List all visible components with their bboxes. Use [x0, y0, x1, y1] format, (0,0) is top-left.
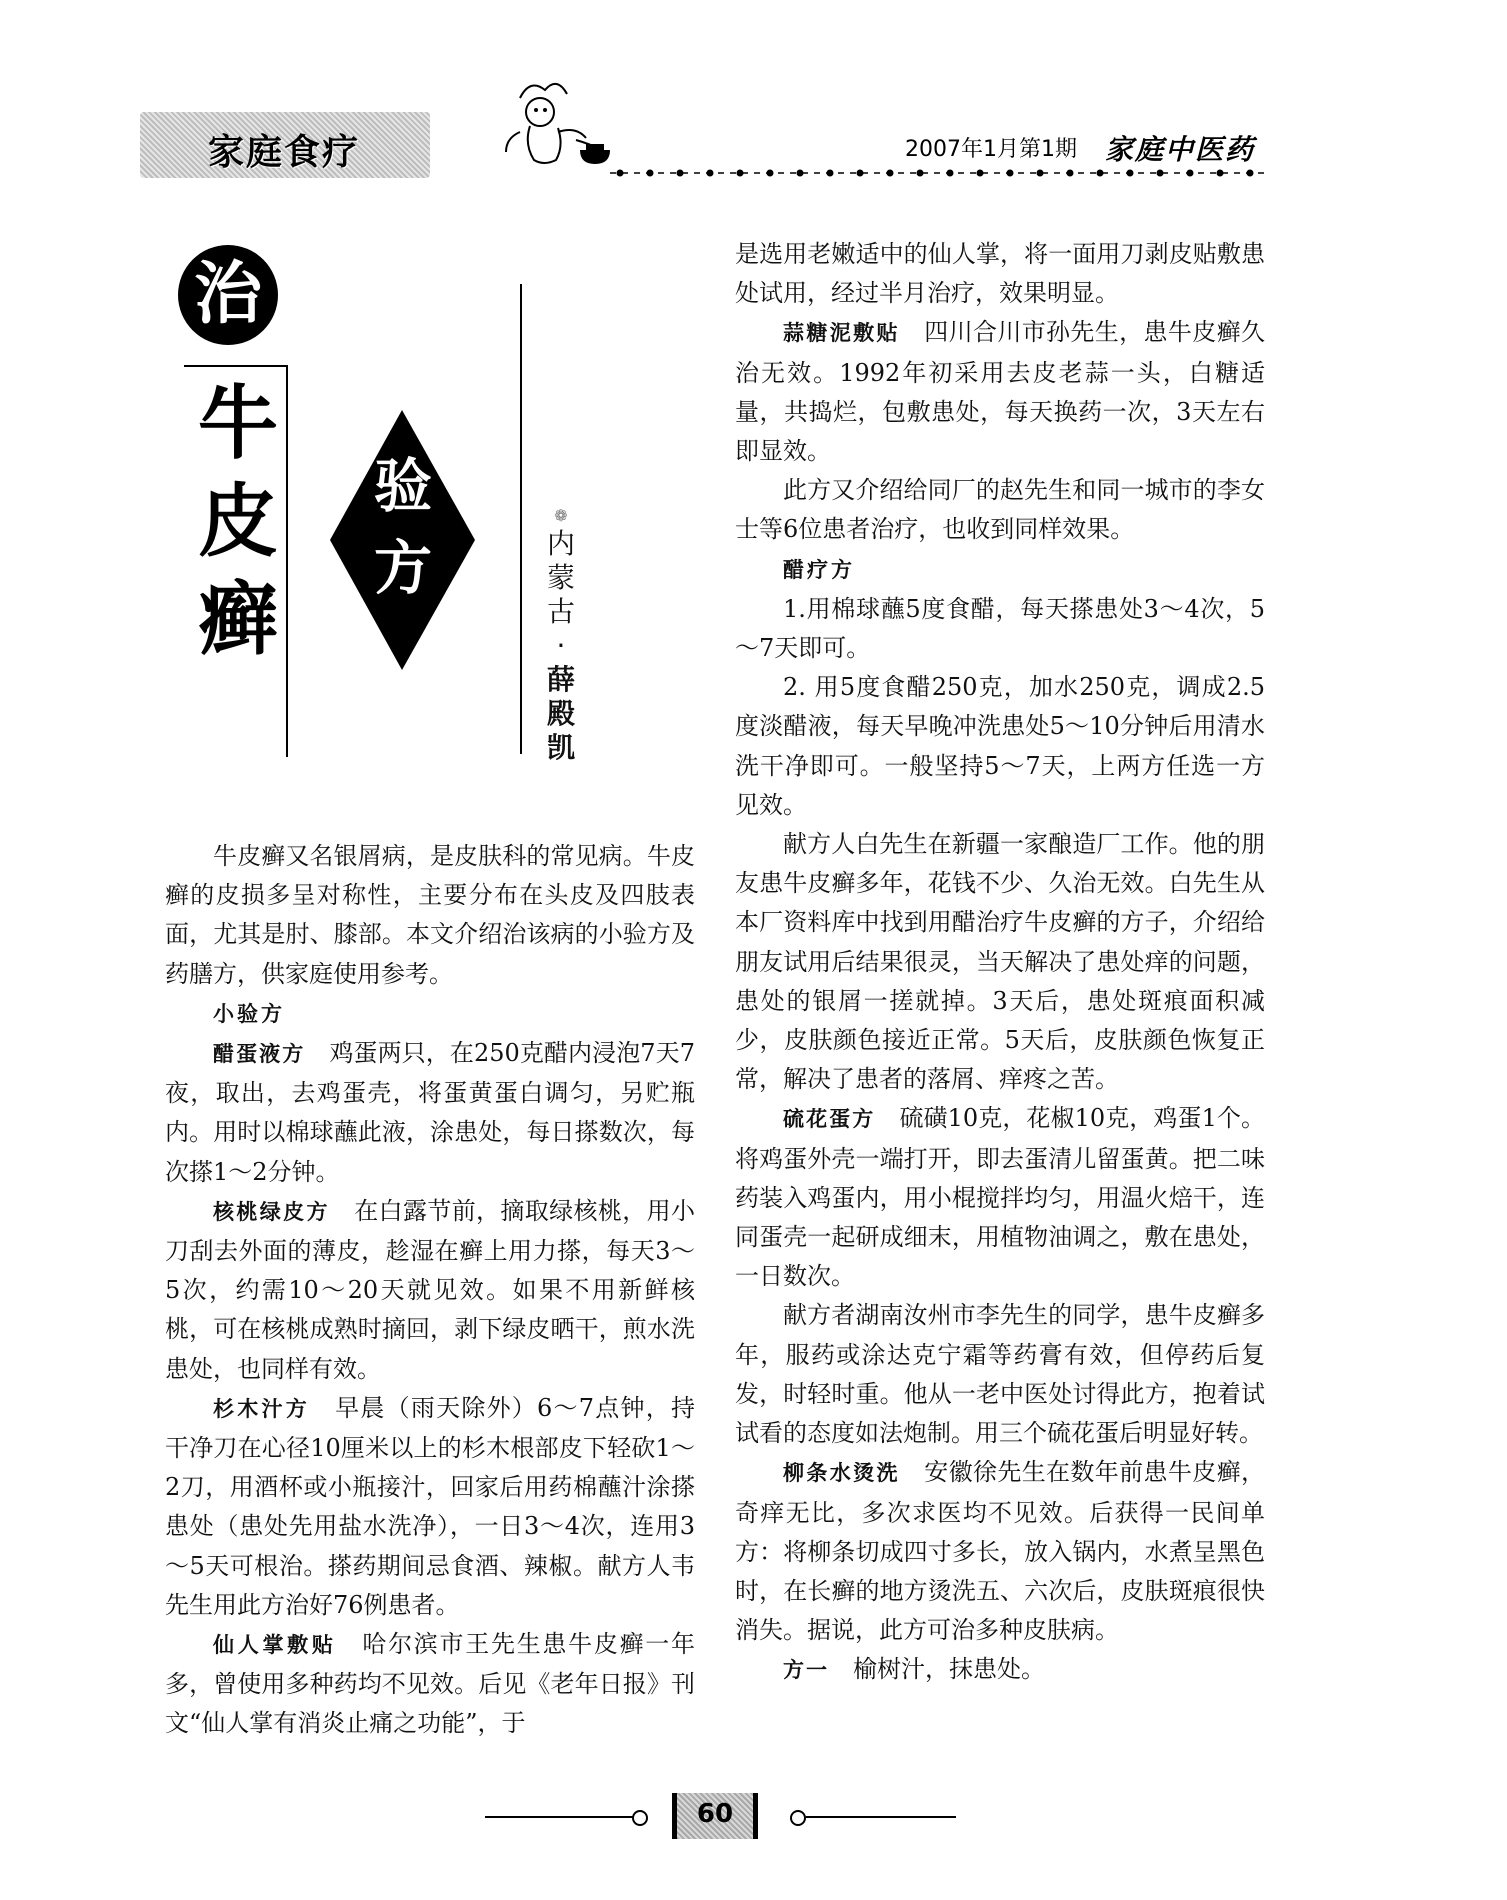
- title-diamond-text: [363, 445, 443, 609]
- title-char: 癣: [198, 573, 278, 666]
- header-dotted-rule: [610, 166, 1270, 180]
- author-region-char: 蒙: [546, 561, 575, 594]
- recipe-garlic-sugar: 蒜糖泥敷贴 四川合川市孙先生，患牛皮癣久治无效。1992年初采用去皮老蒜一头，白糖适量，共捣烂，包敷患处，每天换药一次，3天左右即显效。: [735, 318, 1266, 466]
- recipe-walnut-peel: 核桃绿皮方 在白露节前，摘取绿核桃，用小刀刮去外面的薄皮，趁湿在癣上用力搽，每天3～5次，约需10～20天就见效。如果不用新鲜核桃，可在核桃成熟时摘回，剥下绿皮晒干，煎水洗患处，也同样有效。: [165, 1196, 696, 1383]
- author-name-char: 薛: [546, 663, 575, 696]
- author-divider-line: [520, 284, 522, 754]
- recipe-name: 核桃绿皮方: [213, 1199, 330, 1224]
- section-heading-vinegar: 醋疗方: [783, 557, 855, 582]
- left-column: [165, 837, 695, 1744]
- recipe-vinegar-egg: 醋蛋液方 鸡蛋两只，在250克醋内浸泡7天7夜，取出，去鸡蛋壳，将蛋黄蛋白调匀，另贮瓶内。用时以棉球蘸此液，涂患处，每日搽数次，每次搽1～2分钟。: [165, 1039, 696, 1186]
- section-tag: [140, 112, 430, 178]
- diamond-char: 验: [373, 452, 432, 520]
- recipe-sulfur-egg: 硫花蛋方 硫磺10克，花椒10克，鸡蛋1个。将鸡蛋外壳一端打开，即去蛋清儿留蛋黄。把二味药装入鸡蛋内，用小棍搅拌均匀，用温火焙干，连同蛋壳一起研成细末，用植物油调之，敷在患处，一日数次。: [735, 1104, 1266, 1291]
- journal-name: 家庭中医药: [1105, 133, 1256, 166]
- footer-dot-right: [790, 1810, 806, 1826]
- title-frame-top: [184, 365, 286, 367]
- recipe-willow-wash: 柳条水烫洗 安徽徐先生在数年前患牛皮癣，奇痒无比，多次求医均不见效。后获得一民间单方：将柳条切成四寸多长，放入锅内，水煮呈黑色时，在长癣的地方烫洗五、六次后，皮肤斑痕很快消失。据说，此方可治多种皮肤病。: [735, 1458, 1266, 1645]
- footer-rule-right: [806, 1816, 956, 1818]
- flower-icon: ❁: [554, 506, 568, 525]
- section-heading-small-recipes: 小验方: [213, 1001, 285, 1026]
- intro-paragraph: 牛皮癣又名银屑病，是皮肤科的常见病。牛皮癣的皮损多呈对称性，主要分布在头皮及四肢表面，尤其是肘、膝部。本文介绍治该病的小验方及药膳方，供家庭使用参考。: [165, 842, 695, 988]
- diamond-char: 方: [373, 534, 432, 602]
- author-separator: ·: [556, 629, 566, 662]
- author-byline: [541, 505, 581, 765]
- author-name-char: 殿: [546, 697, 575, 730]
- footer-dot-left: [632, 1810, 648, 1826]
- right-column: [735, 235, 1265, 1691]
- title-char: 牛: [198, 377, 278, 470]
- recipe-name: 蒜糖泥敷贴: [783, 321, 900, 346]
- vinegar-method-2: 2. 用5度食醋250克，加水250克，调成2.5度淡醋液，每天早晚冲洗患处5～10分钟后用清水洗干净即可。一般坚持5～7天，上两方任选一方见效。: [735, 673, 1265, 819]
- recipe-garlic-sugar-note: 此方又介绍给同厂的赵先生和同一城市的李女士等6位患者治疗，也收到同样效果。: [735, 476, 1265, 544]
- recipe-sulfur-egg-story: 献方者湖南汝州市李先生的同学，患牛皮癣多年，服药或涂达克宁霜等药膏有效，但停药后复发，时轻时重。他从一老中医处讨得此方，抱着试试看的态度如法炮制。用三个硫花蛋后明显好转。: [735, 1301, 1265, 1448]
- recipe-name: 杉木汁方: [213, 1396, 310, 1421]
- vinegar-method-1: 1.用棉球蘸5度食醋，每天搽患处3～4次，5～7天即可。: [735, 594, 1265, 663]
- section-label: 家庭食疗: [208, 132, 361, 173]
- issue-date: 2007年1月第1期: [905, 137, 1077, 162]
- footer-rule-left: [485, 1816, 635, 1818]
- recipe-elm-sap: 方一 榆树汁，抹患处。: [783, 1655, 1045, 1684]
- chef-mascot-illustration: [490, 68, 620, 178]
- title-main: [188, 375, 288, 669]
- recipe-cactus-continued: 是选用老嫩适中的仙人掌，将一面用刀剥皮贴敷患处试用，经过半月治疗，效果明显。: [735, 240, 1265, 308]
- title-circle-char: 治: [178, 245, 278, 345]
- author-region-char: 内: [546, 527, 575, 560]
- recipe-name: 柳条水烫洗: [783, 1461, 900, 1486]
- recipe-name: 硫花蛋方: [783, 1107, 876, 1132]
- recipe-fir-sap: 杉木汁方 早晨（雨天除外）6～7点钟，持干净刀在心径10厘米以上的杉木根部皮下轻砍1～2刀，用酒杯或小瓶接汁，回家后用药棉蘸汁涂搽患处（患处先用盐水洗净），一日3～4次，连用3～5天可根治。搽药期间忌食酒、辣椒。献方人韦先生用此方治好76例患者。: [165, 1393, 695, 1619]
- author-name-char: 凯: [546, 731, 575, 764]
- recipe-cactus: 仙人掌敷贴 哈尔滨市王先生患牛皮癣一年多，曾使用多种药均不见效。后见《老年日报》刊文“仙人掌有消炎止痛之功能”，于: [165, 1630, 696, 1738]
- vinegar-story: 献方人白先生在新疆一家酿造厂工作。他的朋友患牛皮癣多年，花钱不少、久治无效。白先生从本厂资料库中找到用醋治疗牛皮癣的方子，介绍给朋友试用后结果很灵，当天解决了患处痒的问题，患处的银屑一搓就掉。3天后，患处斑痕面积减少，皮肤颜色接近正常。5天后，皮肤颜色恢复正常，解决了患者的落屑、痒疼之苦。: [735, 830, 1265, 1094]
- recipe-name: 醋蛋液方: [213, 1042, 306, 1067]
- page-number-box: [672, 1793, 758, 1839]
- recipe-name: 仙人掌敷贴: [213, 1633, 337, 1658]
- recipe-name: 方一: [783, 1658, 829, 1683]
- title-char: 皮: [198, 475, 278, 568]
- author-region-char: 古: [546, 595, 575, 628]
- page-number: 60: [696, 1799, 734, 1829]
